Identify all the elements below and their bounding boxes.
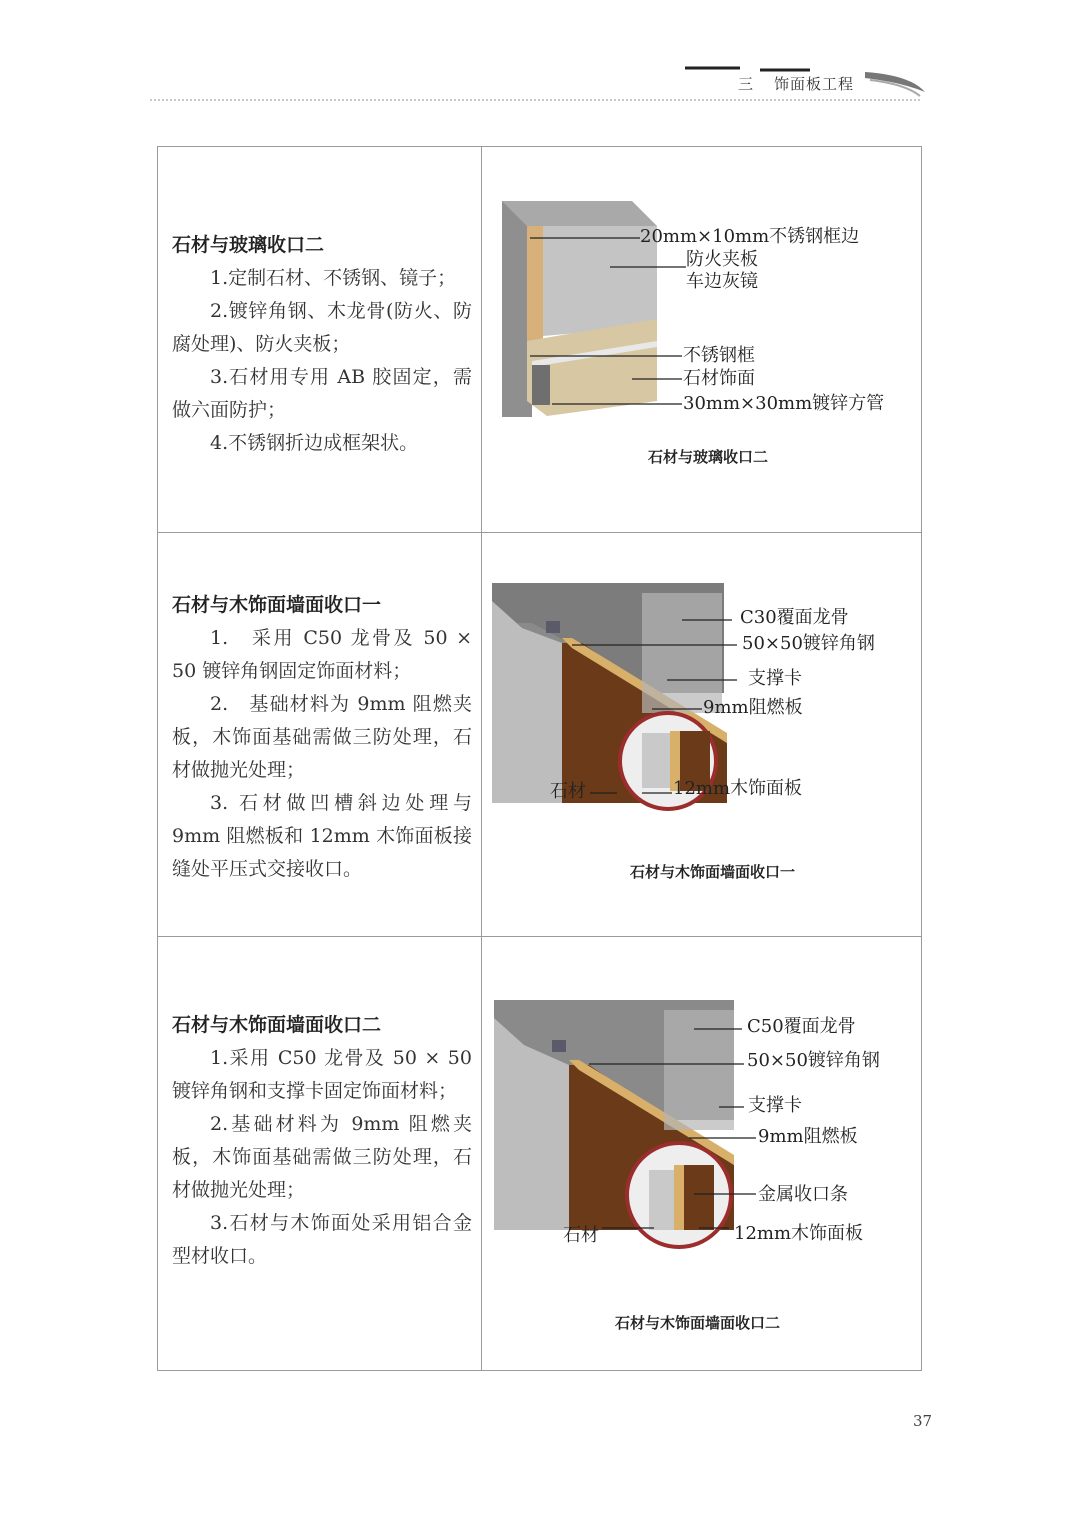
chapter-header <box>738 73 854 94</box>
row-divider <box>158 936 921 937</box>
row3-label-stone: 石材 <box>563 1225 599 1246</box>
row1-item-3: 3.石材用专用 AB 胶固定，需做六面防护； <box>172 366 472 421</box>
column-divider <box>481 147 482 1370</box>
row1-item-2: 2.镀锌角钢、木龙骨(防火、防腐处理)、防火夹板； <box>172 300 472 355</box>
row1-title: 石材与玻璃收口二 <box>172 234 325 256</box>
row3-item-1: 1.采用 C50 龙骨及 50 × 50 镀锌角钢和支撑卡固定饰面材料； <box>172 1047 472 1102</box>
row3-label-flame-board: 9mm阻燃板 <box>758 1126 858 1147</box>
row1-label-steel-frame: 不锈钢框 <box>683 345 755 366</box>
row2-label-flame-board: 9mm阻燃板 <box>703 697 803 718</box>
row3-caption: 石材与木饰面墙面收口二 <box>615 1314 781 1332</box>
row2-label-angle-steel: 50×50镀锌角钢 <box>742 633 875 654</box>
row3-label-support-clip: 支撑卡 <box>748 1095 802 1116</box>
row2-title: 石材与木饰面墙面收口一 <box>172 594 382 616</box>
detail-table <box>157 146 922 1371</box>
row1-item-1: 1.定制石材、不锈钢、镜子； <box>210 267 457 289</box>
row2-text <box>172 589 472 886</box>
row2-caption: 石材与木饰面墙面收口一 <box>630 863 796 881</box>
row1-label-frame-edge: 20mm×10mm不锈钢框边 <box>640 226 860 247</box>
row2-item-3: 3. 石材做凹槽斜边处理与 9mm 阻燃板和 12mm 木饰面板接缝处平压式交接收口。 <box>172 792 472 880</box>
page-number: 37 <box>913 1412 933 1430</box>
row3-text <box>172 1009 472 1273</box>
row1-caption: 石材与玻璃收口二 <box>648 448 769 466</box>
row2-label-wood-panel: 12mm木饰面板 <box>673 778 803 799</box>
row3-label-metal-trim: 金属收口条 <box>758 1184 848 1205</box>
row1-label-square-tube: 30mm×30mm镀锌方管 <box>683 393 885 414</box>
row3-label-angle-steel: 50×50镀锌角钢 <box>747 1050 880 1071</box>
row2-label-keel: C30覆面龙骨 <box>740 607 849 628</box>
row3-item-2: 2.基础材料为 9mm 阻燃夹板，木饰面基础需做三防处理，石材做抛光处理； <box>172 1113 472 1201</box>
row1-item-4: 4.不锈钢折边成框架状。 <box>210 432 419 454</box>
row2-item-2: 2. 基础材料为 9mm 阻燃夹板，木饰面基础需做三防处理，石材做抛光处理； <box>172 693 472 781</box>
row1-text <box>172 229 472 460</box>
row1-label-mirror: 车边灰镜 <box>686 271 758 292</box>
row3-item-3: 3.石材与木饰面处采用铝合金型材收口。 <box>172 1212 472 1267</box>
row2-label-stone: 石材 <box>550 781 586 802</box>
row3-label-keel: C50覆面龙骨 <box>747 1016 856 1037</box>
header-rule <box>150 99 920 101</box>
row2-item-1: 1. 采用 C50 龙骨及 50 × 50 镀锌角钢固定饰面材料； <box>172 627 472 682</box>
row2-label-support-clip: 支撑卡 <box>748 668 802 689</box>
row3-label-wood-panel: 12mm木饰面板 <box>734 1223 864 1244</box>
row-divider <box>158 532 921 533</box>
row1-label-fire-board: 防火夹板 <box>686 249 758 270</box>
chapter-number: 三 <box>738 75 755 93</box>
row3-title: 石材与木饰面墙面收口二 <box>172 1014 382 1036</box>
row1-label-stone-face: 石材饰面 <box>683 368 755 389</box>
chapter-title: 饰面板工程 <box>774 75 855 93</box>
